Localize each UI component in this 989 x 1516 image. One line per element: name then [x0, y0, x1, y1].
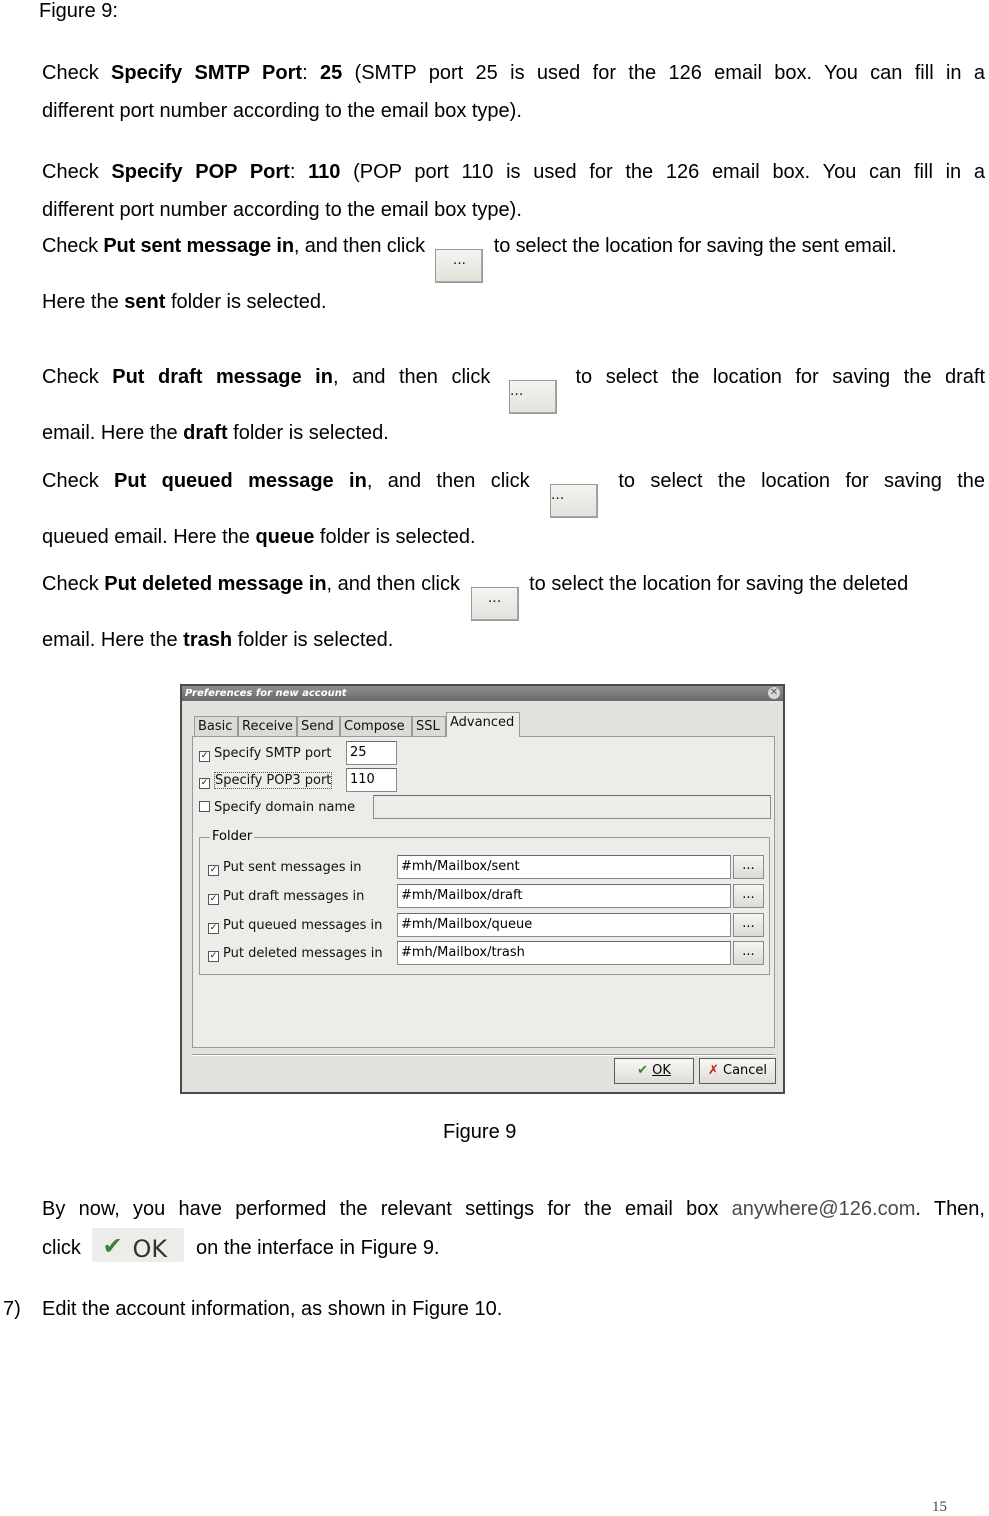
draft-folder-checkbox[interactable]: ✓ Put draft messages in	[209, 889, 365, 904]
domain-name-checkbox[interactable]: Specify domain name	[199, 800, 355, 815]
tab-compose[interactable]: Compose	[340, 716, 412, 736]
paragraph-summary: By now, you have performed the relevant settings for the email box anywhere@126.com. Then, click ✔ OK on the interface in Figure 9.	[42, 1190, 985, 1267]
tab-receive[interactable]: Receive	[238, 716, 297, 736]
tab-advanced[interactable]: Advanced	[446, 712, 520, 737]
checkbox-unchecked-icon	[199, 801, 210, 812]
paragraph-sent: Check Put sent message in, and then click ... to select the location for saving the sent email. Here the sent folder is selected.	[42, 235, 897, 313]
ellipsis-button-image: ...	[435, 249, 483, 283]
tab-send[interactable]: Send	[297, 716, 340, 736]
ok-button[interactable]: ✔ OK	[614, 1058, 694, 1084]
queue-folder-input[interactable]: #mh/Mailbox/queue	[397, 913, 731, 937]
sent-folder-input[interactable]: #mh/Mailbox/sent	[397, 855, 731, 879]
tab-basic[interactable]: Basic	[194, 716, 238, 736]
draft-folder-browse-button[interactable]: ...	[733, 884, 764, 908]
paragraph-trash: Check Put deleted message in, and then click ... to select the location for saving the deleted email. Here the trash folder is selected.	[42, 573, 909, 651]
paragraph-pop: Check Specify POP Port: 110 (POP port 110 is used for the 126 email box. You can fill in a different port number according to the email box type).	[42, 161, 985, 221]
sent-folder-browse-button[interactable]: ...	[733, 855, 764, 879]
trash-folder-browse-button[interactable]: ...	[733, 941, 764, 965]
sent-folder-checkbox[interactable]: ✓ Put sent messages in	[209, 860, 362, 875]
check-icon: ✔	[637, 1063, 648, 1078]
preferences-dialog	[180, 684, 785, 1094]
checkbox-checked-icon: ✓	[200, 778, 209, 788]
checkbox-checked-icon: ✓	[209, 894, 218, 904]
close-icon[interactable]: ✕	[769, 687, 779, 698]
advanced-panel	[192, 736, 775, 1048]
dialog-separator	[192, 1054, 775, 1056]
cancel-button[interactable]: ✗ Cancel	[699, 1058, 776, 1084]
queue-folder-checkbox[interactable]: ✓ Put queued messages in	[209, 918, 383, 933]
ellipsis-button-image: ...	[509, 380, 557, 414]
ellipsis-button-image: ...	[550, 484, 598, 518]
checkbox-checked-icon: ✓	[209, 951, 218, 961]
pop3-port-checkbox[interactable]: ✓ Specify POP3 port	[200, 773, 332, 788]
email-link[interactable]: anywhere@126.com	[731, 1198, 916, 1220]
smtp-port-checkbox[interactable]: ✓ Specify SMTP port	[200, 746, 332, 761]
paragraph-draft: Check Put draft message in, and then click ... to select the location for saving the draft email. Here the draft folder is selected.	[42, 366, 986, 444]
ok-button-image: ✔ OK	[92, 1228, 184, 1262]
domain-name-input[interactable]	[373, 795, 771, 819]
step-text: Edit the account information, as shown in Figure 10.	[42, 1298, 503, 1320]
smtp-port-input[interactable]: 25	[346, 741, 397, 765]
step-number: 7)	[3, 1298, 21, 1320]
dialog-titlebar	[182, 686, 783, 701]
figure-reference: Figure 9:	[39, 0, 118, 22]
page-number: 15	[932, 1499, 947, 1515]
checkbox-checked-icon: ✓	[209, 865, 218, 875]
check-icon: ✔	[102, 1233, 123, 1260]
tab-ssl[interactable]: SSL	[412, 716, 446, 736]
dialog-title: Preferences for new account	[185, 688, 347, 699]
trash-folder-input[interactable]: #mh/Mailbox/trash	[397, 941, 731, 965]
trash-folder-checkbox[interactable]: ✓ Put deleted messages in	[209, 946, 383, 961]
ellipsis-button-image: ...	[471, 587, 519, 621]
checkbox-checked-icon: ✓	[209, 923, 218, 933]
figure-caption: Figure 9	[443, 1121, 517, 1143]
cancel-icon: ✗	[707, 1063, 719, 1078]
queue-folder-browse-button[interactable]: ...	[733, 913, 764, 937]
checkbox-checked-icon: ✓	[200, 751, 209, 761]
paragraph-queue: Check Put queued message in, and then click ... to select the location for saving the queued email. Here the queue folder is selected.	[42, 470, 986, 548]
folder-group-label: Folder	[212, 829, 253, 844]
draft-folder-input[interactable]: #mh/Mailbox/draft	[397, 884, 731, 908]
paragraph-smtp: Check Specify SMTP Port: 25 (SMTP port 25 is used for the 126 email box. You can fill in a different port number according to the email box type).	[42, 62, 986, 122]
folder-group	[199, 829, 770, 975]
pop3-port-input[interactable]: 110	[346, 768, 397, 792]
